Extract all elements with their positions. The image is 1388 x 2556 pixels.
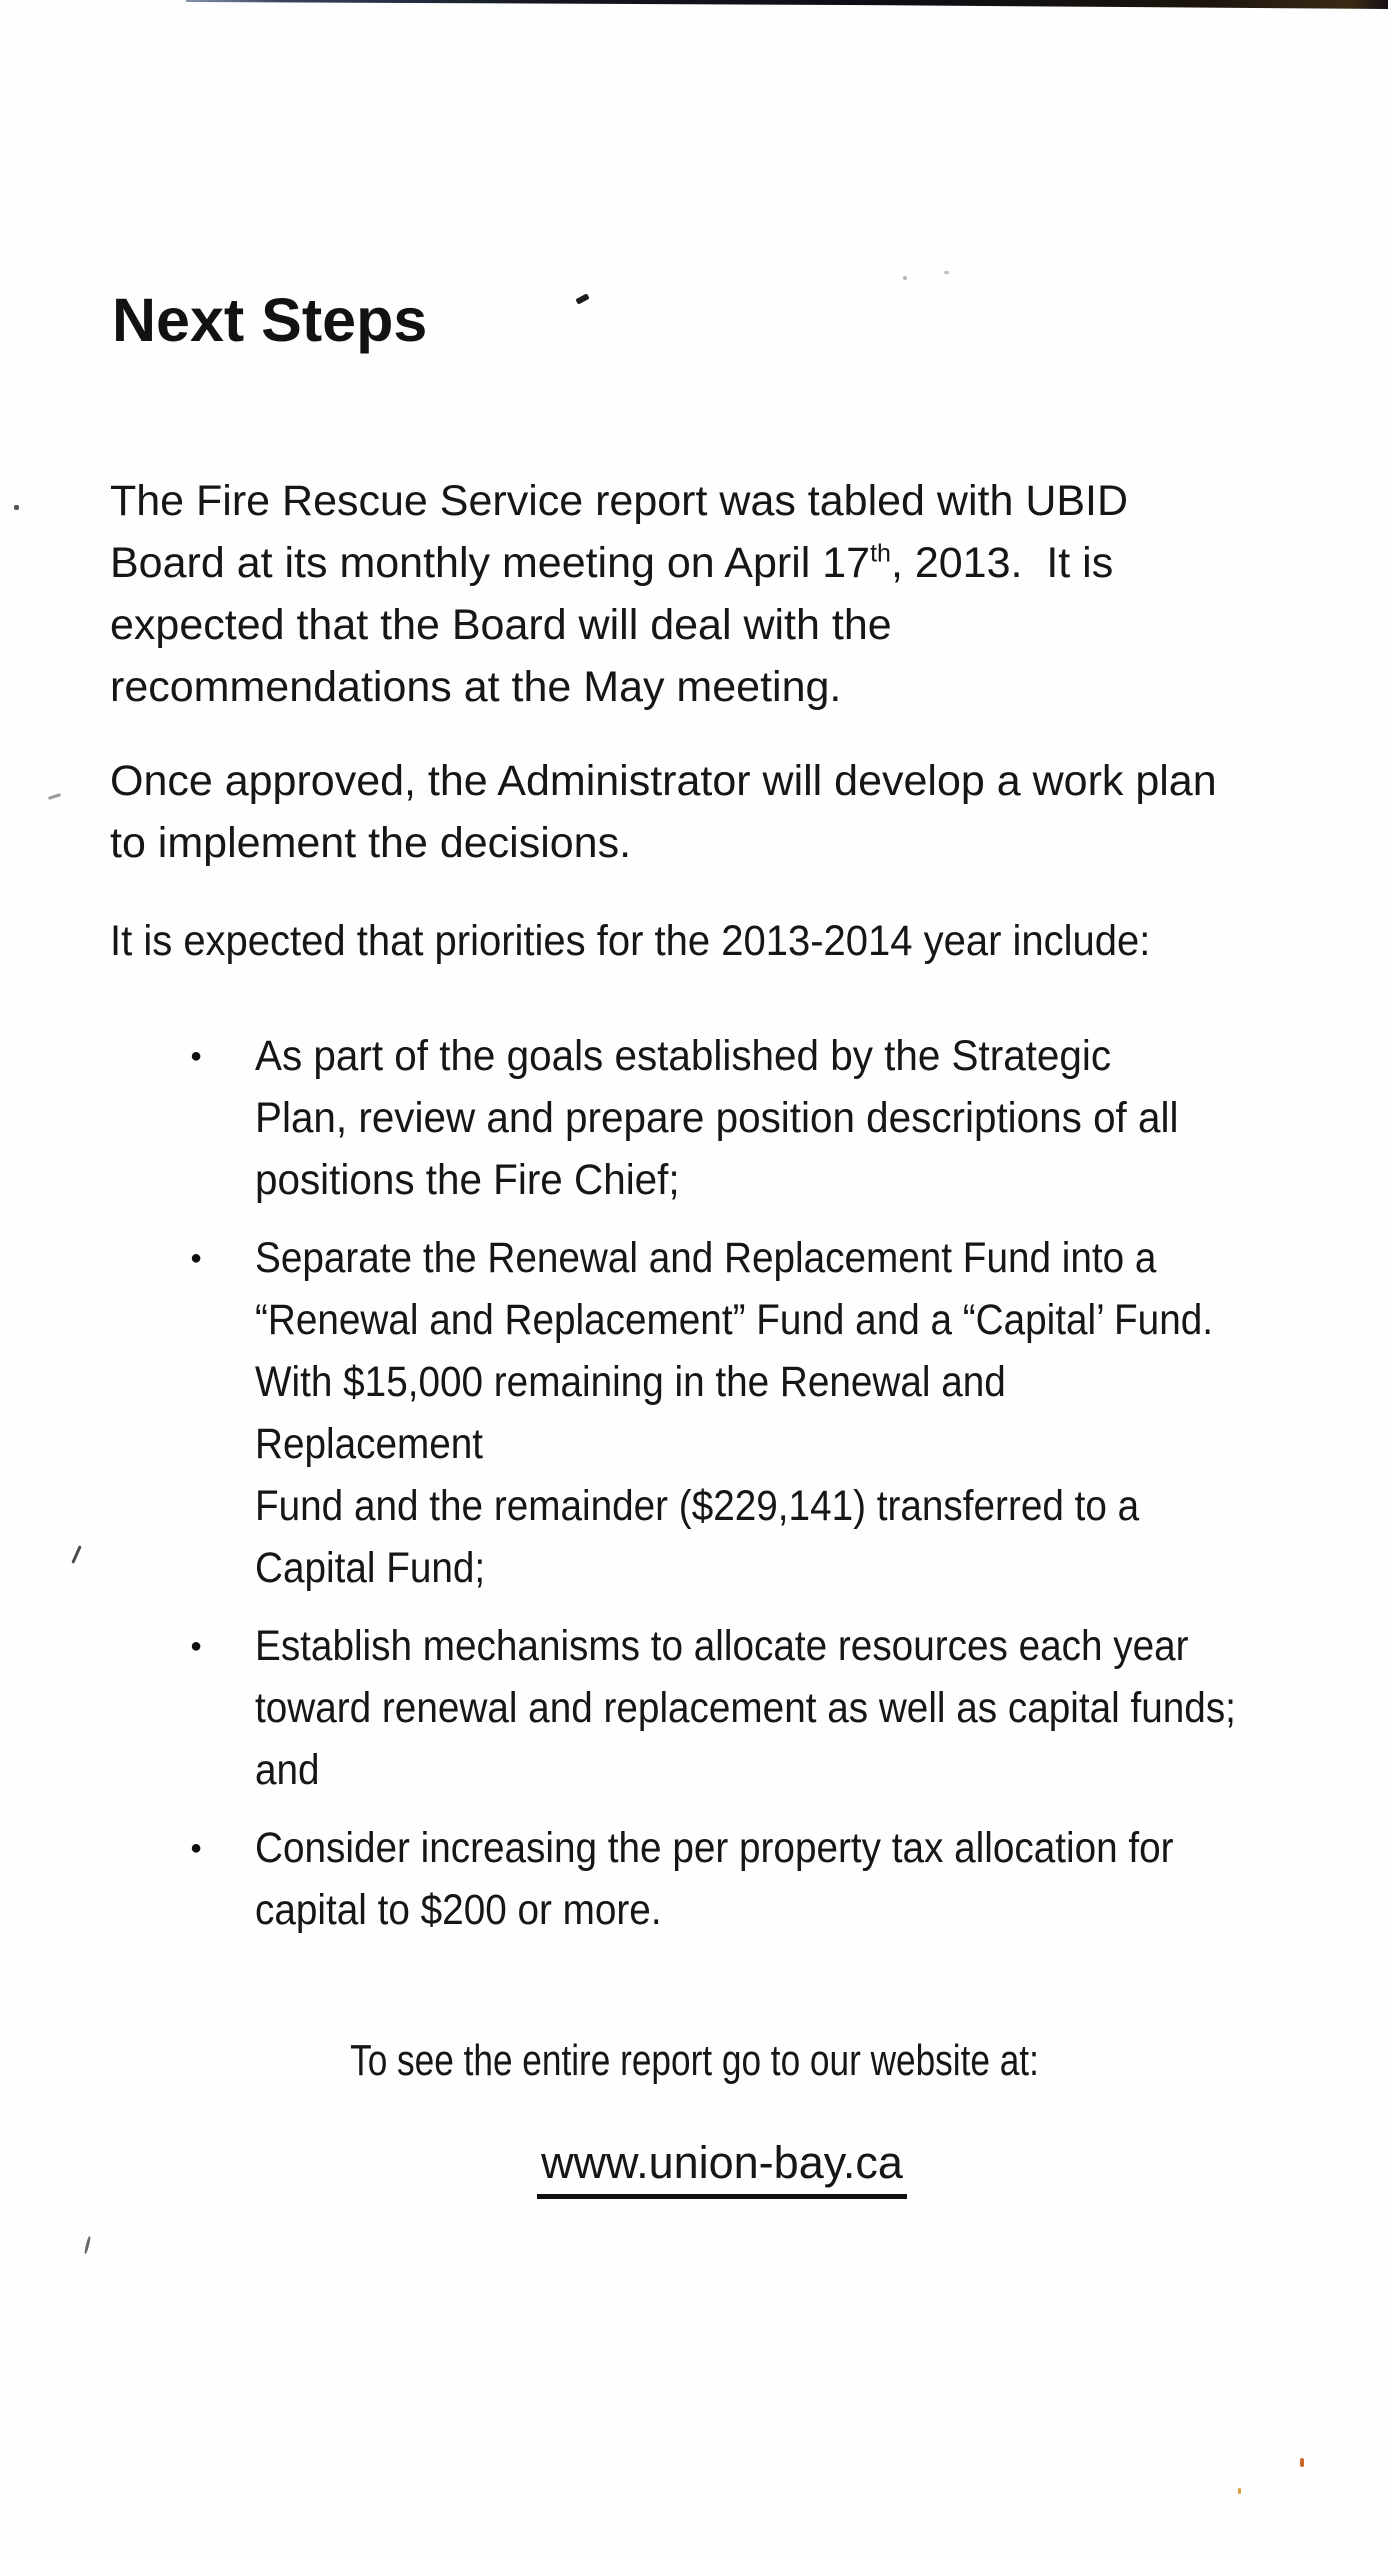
- bullet-line: Fund and the remainder ($229,141) transferred to a: [255, 1482, 1140, 1530]
- page-title: Next Steps: [112, 286, 428, 354]
- superscript-th: th: [870, 539, 891, 568]
- bullet-list: [190, 1025, 1350, 1957]
- list-item: [190, 1025, 1350, 1211]
- bullet-line: and: [255, 1746, 320, 1794]
- bullet-line: Capital Fund;: [255, 1544, 486, 1592]
- bullet-icon: ●: [190, 1045, 203, 1067]
- bullet-icon: ●: [190, 1837, 203, 1859]
- scan-speck: [84, 2236, 91, 2254]
- bullet-line: Separate the Renewal and Replacement Fund into a: [255, 1234, 1157, 1282]
- paragraph-priorities-lead: [110, 910, 1229, 972]
- bullet-line: As part of the goals established by the Strategic: [255, 1032, 1112, 1080]
- footer-note-text: To see the entire report go to our website at:: [349, 2036, 1039, 2085]
- paragraph-line: Once approved, the Administrator will develop a work plan: [110, 757, 1217, 805]
- scan-speck: [575, 293, 589, 304]
- text-run: , 2013. It is: [890, 539, 1114, 587]
- bullet-text: [255, 1025, 1284, 1211]
- bullet-text: [255, 1227, 1241, 1599]
- bullet-text: [255, 1817, 1241, 1941]
- scan-speck: [903, 276, 907, 280]
- bullet-line: Plan, review and prepare position descriptions of all: [255, 1094, 1179, 1142]
- bullet-line: Establish mechanisms to allocate resources each year: [255, 1622, 1189, 1670]
- bullet-line: “Renewal and Replacement” Fund and a “Capital’ Fund.: [255, 1296, 1214, 1344]
- scan-speck: [48, 793, 61, 800]
- paragraph-line: It is expected that priorities for the 2013-2014 year include:: [110, 917, 1151, 965]
- list-item: [190, 1817, 1350, 1941]
- bullet-line: capital to $200 or more.: [255, 1886, 662, 1934]
- bullet-line: toward renewal and replacement as well as capital funds;: [255, 1684, 1236, 1732]
- paragraph-line: recommendations at the May meeting.: [110, 663, 842, 711]
- bullet-line: positions the Fire Chief;: [255, 1156, 680, 1204]
- scan-speck: [944, 271, 949, 274]
- paragraph-work-plan: [110, 750, 1217, 874]
- list-item: [190, 1227, 1350, 1599]
- bullet-text: [255, 1615, 1241, 1801]
- scan-speck: [1238, 2488, 1241, 2494]
- paragraph-intro: [110, 470, 1128, 718]
- paragraph-line: to implement the decisions.: [110, 819, 632, 867]
- paragraph-line: [110, 532, 1128, 594]
- paragraph-line: The Fire Rescue Service report was tabled with UBID: [110, 477, 1129, 525]
- scan-speck: [71, 1545, 81, 1564]
- bullet-icon: ●: [190, 1635, 203, 1657]
- bullet-line: Consider increasing the per property tax allocation for: [255, 1824, 1174, 1872]
- bullet-icon: ●: [190, 1247, 203, 1269]
- text-run: Board at its monthly meeting on April 17: [110, 539, 871, 587]
- bullet-line: With $15,000 remaining in the Renewal and Replacement: [255, 1358, 1017, 1468]
- list-item: [190, 1615, 1350, 1801]
- scan-speck: [1300, 2458, 1304, 2467]
- paragraph-line: expected that the Board will deal with the: [110, 601, 892, 649]
- scan-speck: [14, 505, 19, 510]
- website-url: www.union-bay.ca: [537, 2134, 907, 2199]
- scan-edge-artifact: [186, 0, 1388, 9]
- footer-link-row: [0, 2134, 1388, 2199]
- footer-note: [0, 2030, 1388, 2092]
